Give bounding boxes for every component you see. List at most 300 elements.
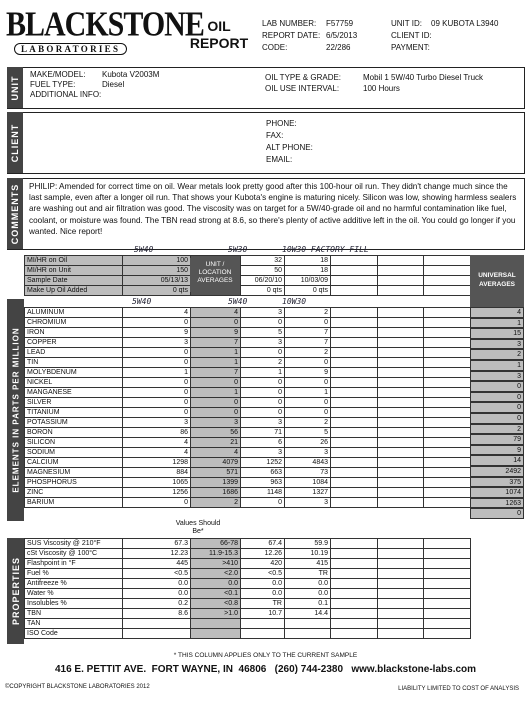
empty-cell (378, 488, 424, 498)
value-cell: 9 (191, 328, 241, 338)
empty-cell (331, 378, 378, 388)
empty-cell (378, 256, 424, 266)
row-label: MAGNESIUM (25, 468, 123, 478)
value-cell: <0.8 (191, 599, 241, 609)
value-cell: 1 (191, 348, 241, 358)
handwritten-note: 5W40 (228, 297, 248, 306)
empty-cell (331, 579, 378, 589)
value-cell: 0 (241, 318, 285, 328)
universal-average-cell: 375 (470, 477, 524, 488)
value-cell: 3 (241, 418, 285, 428)
universal-averages-header: UNIVERSAL AVERAGES (470, 255, 524, 307)
element-row (25, 448, 471, 458)
value-cell: 100 (123, 256, 191, 266)
empty-cell (424, 549, 471, 559)
row-label: Water % (25, 589, 123, 599)
element-row (25, 338, 471, 348)
empty-cell (331, 276, 378, 286)
empty-cell (424, 498, 471, 508)
empty-cell (424, 286, 471, 296)
value-cell: 7 (285, 338, 331, 348)
empty-cell (378, 338, 424, 348)
value-cell: 11.9-15.3 (191, 549, 241, 559)
element-row (25, 348, 471, 358)
value-cell: 2 (191, 498, 241, 508)
value-cell: 9 (285, 368, 331, 378)
empty-cell (424, 478, 471, 488)
empty-cell (378, 468, 424, 478)
empty-cell (424, 318, 471, 328)
info-row (25, 286, 471, 296)
universal-average-cell: 2 (470, 349, 524, 360)
value-cell: 9 (123, 328, 191, 338)
empty-cell (378, 286, 424, 296)
value-cell: 0.1 (285, 599, 331, 609)
value-cell: 12.23 (123, 549, 191, 559)
universal-average-cell: 2492 (470, 466, 524, 477)
row-label: TAN (25, 619, 123, 629)
value-cell: 0 (241, 348, 285, 358)
universal-average-cell: 1263 (470, 498, 524, 509)
element-row (25, 398, 471, 408)
value-cell: 0 (285, 378, 331, 388)
empty-cell (331, 488, 378, 498)
empty-cell (378, 378, 424, 388)
empty-cell (424, 488, 471, 498)
empty-cell (331, 549, 378, 559)
row-label: TITANIUM (25, 408, 123, 418)
empty-cell (424, 569, 471, 579)
value-cell: 963 (241, 478, 285, 488)
value-cell: 4079 (191, 458, 241, 468)
company-logo (6, 5, 204, 56)
empty-cell (378, 579, 424, 589)
row-label: BARIUM (25, 498, 123, 508)
value-cell: 3 (241, 338, 285, 348)
row-label: SODIUM (25, 448, 123, 458)
value-cell: 7 (285, 328, 331, 338)
value-cell: 884 (123, 468, 191, 478)
unit-section-label: UNIT (7, 67, 23, 108)
element-row (25, 478, 471, 488)
empty-cell (424, 599, 471, 609)
value-cell: 0 (123, 388, 191, 398)
value-cell: 445 (123, 559, 191, 569)
value-cell: 4 (191, 448, 241, 458)
value-cell: 4 (123, 308, 191, 318)
payment-label: PAYMENT: (391, 43, 430, 52)
value-cell: 0 (191, 398, 241, 408)
element-row (25, 458, 471, 468)
value-cell: 0 (123, 378, 191, 388)
value-cell: 1 (191, 358, 241, 368)
empty-cell (331, 478, 378, 488)
universal-average-cell: 4 (470, 307, 524, 318)
empty-cell (424, 539, 471, 549)
unit-right-fields: OIL TYPE & GRADE: Mobil 1 5W/40 Turbo Diesel Truck OIL USE INTERVAL: 100 Hours (265, 73, 484, 93)
element-row (25, 378, 471, 388)
value-cell: 86 (123, 428, 191, 438)
value-cell (123, 629, 191, 639)
value-cell: 415 (285, 559, 331, 569)
value-cell: 14.4 (285, 609, 331, 619)
unit-left-fields: MAKE/MODEL: Kubota V2003M FUEL TYPE: Diesel ADDITIONAL INFO: (30, 70, 160, 99)
universal-average-cell: 1074 (470, 487, 524, 498)
unit-id: 09 KUBOTA L3940 (431, 19, 499, 28)
value-cell: 3 (241, 308, 285, 318)
value-cell: 4 (123, 438, 191, 448)
value-cell (191, 619, 241, 629)
empty-cell (378, 408, 424, 418)
value-cell: 0.0 (241, 589, 285, 599)
value-cell: 2 (285, 418, 331, 428)
value-cell: 0 (285, 408, 331, 418)
value-cell: 6 (241, 438, 285, 448)
value-cell: 05/13/13 (123, 276, 191, 286)
property-row (25, 569, 471, 579)
row-label: IRON (25, 328, 123, 338)
empty-cell (378, 539, 424, 549)
handwritten-note: 10W30 (282, 297, 307, 306)
row-label: POTASSIUM (25, 418, 123, 428)
handwritten-note: 5W40 (132, 297, 152, 306)
element-row (25, 488, 471, 498)
empty-cell (331, 358, 378, 368)
row-label: PHOSPHORUS (25, 478, 123, 488)
empty-cell (331, 308, 378, 318)
value-cell (241, 619, 285, 629)
comments-section-label: COMMENTS (7, 178, 23, 249)
universal-average-cell: 2 (470, 424, 524, 435)
value-cell: 0 (241, 498, 285, 508)
value-cell: 06/20/10 (241, 276, 285, 286)
empty-cell (378, 348, 424, 358)
value-cell: 1252 (241, 458, 285, 468)
value-cell: 10/03/09 (285, 276, 331, 286)
row-label: Antifreeze % (25, 579, 123, 589)
row-label: MI/HR on Unit (25, 266, 123, 276)
universal-average-cell: 0 (470, 381, 524, 392)
empty-cell (424, 358, 471, 368)
value-cell: 0 (123, 358, 191, 368)
value-cell: 0 qts (241, 286, 285, 296)
code: 22/286 (326, 43, 351, 52)
property-row (25, 589, 471, 599)
footer-note: * THIS COLUMN APPLIES ONLY TO THE CURRENT SAMPLE (173, 652, 358, 659)
empty-cell (424, 458, 471, 468)
value-cell: 5 (285, 428, 331, 438)
value-cell: 0 (123, 398, 191, 408)
value-cell: 0 (241, 378, 285, 388)
empty-cell (424, 276, 471, 286)
value-cell: 1 (285, 388, 331, 398)
value-cell: 1298 (123, 458, 191, 468)
empty-cell (424, 398, 471, 408)
fuel-type: Diesel (102, 80, 125, 89)
value-cell: 73 (285, 468, 331, 478)
element-row (25, 328, 471, 338)
element-row (25, 318, 471, 328)
value-cell: TR (241, 599, 285, 609)
client-id-label: CLIENT ID: (391, 31, 432, 40)
empty-cell (331, 589, 378, 599)
value-cell: 2 (285, 348, 331, 358)
empty-cell (331, 338, 378, 348)
elements-section-label: ELEMENTS IN PARTS PER MILLION (7, 299, 24, 521)
empty-cell (331, 348, 378, 358)
handwritten-note: 5W30 (228, 245, 248, 254)
row-label: MANGANESE (25, 388, 123, 398)
empty-cell (331, 398, 378, 408)
element-row (25, 468, 471, 478)
value-cell: 0 qts (285, 286, 331, 296)
property-row (25, 609, 471, 619)
property-row (25, 559, 471, 569)
row-label: SUS Viscosity @ 210°F (25, 539, 123, 549)
value-cell: TR (285, 569, 331, 579)
value-cell: 0 (241, 398, 285, 408)
empty-cell (378, 308, 424, 318)
value-cell: 1065 (123, 478, 191, 488)
row-label: Sample Date (25, 276, 123, 286)
value-cell: 12.26 (241, 549, 285, 559)
empty-cell (331, 328, 378, 338)
empty-cell (378, 619, 424, 629)
empty-cell (424, 348, 471, 358)
value-cell: 0.0 (285, 579, 331, 589)
empty-cell (331, 388, 378, 398)
empty-cell (331, 408, 378, 418)
row-label: Fuel % (25, 569, 123, 579)
element-row (25, 428, 471, 438)
row-label: SILICON (25, 438, 123, 448)
row-label: ZINC (25, 488, 123, 498)
universal-average-cell: 3 (470, 371, 524, 382)
value-cell: 0.0 (123, 579, 191, 589)
value-cell: 3 (285, 448, 331, 458)
empty-cell (424, 328, 471, 338)
empty-cell (378, 478, 424, 488)
value-cell: 0 (241, 388, 285, 398)
value-cell: 0 (285, 318, 331, 328)
empty-cell (331, 458, 378, 468)
universal-average-cell: 0 (470, 508, 524, 519)
info-row (25, 256, 471, 266)
client-section-label: CLIENT (7, 112, 23, 173)
value-cell: 0.0 (241, 579, 285, 589)
row-label: ISO Code (25, 629, 123, 639)
value-cell: 3 (123, 338, 191, 348)
info-row (25, 266, 471, 276)
empty-cell (424, 308, 471, 318)
value-cell: 663 (241, 468, 285, 478)
empty-cell (378, 569, 424, 579)
footer-address: 416 E. PETTIT AVE. FORT WAYNE, IN 46806 (260) 744-2380 www.blackstone-labs.com (54, 664, 477, 675)
value-cell: 0 (191, 318, 241, 328)
row-label: Make Up Oil Added (25, 286, 123, 296)
row-label: CALCIUM (25, 458, 123, 468)
property-row (25, 579, 471, 589)
value-cell: 1 (191, 388, 241, 398)
empty-cell (378, 318, 424, 328)
element-row (25, 368, 471, 378)
empty-cell (424, 338, 471, 348)
empty-cell (378, 358, 424, 368)
logo-main-text: BLACKSTONE (6, 5, 204, 44)
value-cell: 1084 (285, 478, 331, 488)
row-label: ALUMINUM (25, 308, 123, 318)
empty-cell (331, 448, 378, 458)
empty-cell (331, 418, 378, 428)
report-title: OIL REPORT (189, 18, 249, 51)
value-cell: 0.0 (123, 589, 191, 599)
value-cell: <0.5 (241, 569, 285, 579)
empty-cell (331, 468, 378, 478)
value-cell: 66-78 (191, 539, 241, 549)
empty-cell (378, 438, 424, 448)
empty-cell (378, 609, 424, 619)
footer-copyright: ©COPYRIGHT BLACKSTONE LABORATORIES 2012 (5, 684, 150, 690)
empty-cell (378, 549, 424, 559)
empty-cell (378, 599, 424, 609)
empty-cell (424, 438, 471, 448)
make-model: Kubota V2003M (102, 70, 160, 79)
value-cell: 7 (191, 338, 241, 348)
empty-cell (424, 378, 471, 388)
empty-cell (378, 559, 424, 569)
value-cell: 18 (285, 256, 331, 266)
value-cell: 67.3 (123, 539, 191, 549)
property-row (25, 599, 471, 609)
value-cell: 3 (285, 498, 331, 508)
element-row (25, 498, 471, 508)
value-cell: >1.0 (191, 609, 241, 619)
row-label: cSt Viscosity @ 100°C (25, 549, 123, 559)
empty-cell (331, 539, 378, 549)
value-cell: 0 (123, 498, 191, 508)
property-row (25, 549, 471, 559)
row-label: BORON (25, 428, 123, 438)
value-cell: 21 (191, 438, 241, 448)
handwritten-note: 10W30 FACTORY FILL (282, 245, 369, 254)
properties-section-label: PROPERTIES (7, 538, 24, 644)
empty-cell (378, 398, 424, 408)
empty-cell (331, 256, 378, 266)
row-label: COPPER (25, 338, 123, 348)
values-should-be-label: Values Should Be* (175, 520, 221, 535)
element-row (25, 388, 471, 398)
info-row (25, 276, 471, 286)
empty-cell (424, 388, 471, 398)
value-cell: 0 (191, 378, 241, 388)
empty-cell (378, 498, 424, 508)
row-label: Flashpoint in °F (25, 559, 123, 569)
value-cell: 4 (191, 308, 241, 318)
value-cell: 571 (191, 468, 241, 478)
row-label: MOLYBDENUM (25, 368, 123, 378)
element-row (25, 418, 471, 428)
empty-cell (378, 388, 424, 398)
value-cell (285, 619, 331, 629)
value-cell: 56 (191, 428, 241, 438)
value-cell: 10.7 (241, 609, 285, 619)
empty-cell (331, 428, 378, 438)
universal-average-cell: 1 (470, 318, 524, 329)
empty-cell (424, 589, 471, 599)
value-cell (241, 629, 285, 639)
empty-cell (378, 368, 424, 378)
universal-average-cell: 0 (470, 413, 524, 424)
value-cell: 5 (241, 328, 285, 338)
property-row (25, 539, 471, 549)
row-label: SILVER (25, 398, 123, 408)
value-cell: 0.2 (123, 599, 191, 609)
row-label: Insolubles % (25, 599, 123, 609)
value-cell: 8.6 (123, 609, 191, 619)
value-cell (123, 619, 191, 629)
empty-cell (378, 418, 424, 428)
value-cell: 18 (285, 266, 331, 276)
empty-cell (424, 266, 471, 276)
value-cell: >410 (191, 559, 241, 569)
empty-cell (378, 589, 424, 599)
value-cell (191, 629, 241, 639)
value-cell: 0 qts (123, 286, 191, 296)
value-cell: 3 (191, 418, 241, 428)
empty-cell (331, 619, 378, 629)
value-cell: 0 (191, 408, 241, 418)
empty-cell (331, 569, 378, 579)
value-cell: 3 (241, 448, 285, 458)
value-cell (285, 629, 331, 639)
unit-averages-header: UNIT / LOCATION AVERAGES (190, 258, 240, 292)
lab-info: LAB NUMBER: F57759 REPORT DATE: 6/5/2013 CODE: 22/286 (262, 19, 358, 52)
empty-cell (331, 266, 378, 276)
row-label: TBN (25, 609, 123, 619)
empty-cell (424, 448, 471, 458)
empty-cell (331, 559, 378, 569)
property-row (25, 629, 471, 639)
value-cell: 4 (123, 448, 191, 458)
universal-average-cell: 3 (470, 339, 524, 350)
value-cell: <2.0 (191, 569, 241, 579)
value-cell: 2 (285, 308, 331, 318)
value-cell: <0.5 (123, 569, 191, 579)
value-cell: 1399 (191, 478, 241, 488)
empty-cell (331, 286, 378, 296)
value-cell: 67.4 (241, 539, 285, 549)
value-cell: 3 (123, 418, 191, 428)
value-cell: 1256 (123, 488, 191, 498)
handwritten-note: 5W40 (134, 245, 154, 254)
universal-average-cell: 14 (470, 455, 524, 466)
empty-cell (331, 609, 378, 619)
value-cell: 10.19 (285, 549, 331, 559)
universal-average-cell: 0 (470, 402, 524, 413)
value-cell: 0.0 (191, 579, 241, 589)
empty-cell (378, 458, 424, 468)
universal-average-cell: 15 (470, 328, 524, 339)
value-cell: 1148 (241, 488, 285, 498)
unit-info: UNIT ID: 09 KUBOTA L3940 CLIENT ID: PAYMENT: (391, 19, 499, 52)
empty-cell (424, 609, 471, 619)
empty-cell (331, 599, 378, 609)
row-label: NICKEL (25, 378, 123, 388)
empty-cell (378, 328, 424, 338)
empty-cell (331, 438, 378, 448)
empty-cell (331, 318, 378, 328)
empty-cell (424, 579, 471, 589)
